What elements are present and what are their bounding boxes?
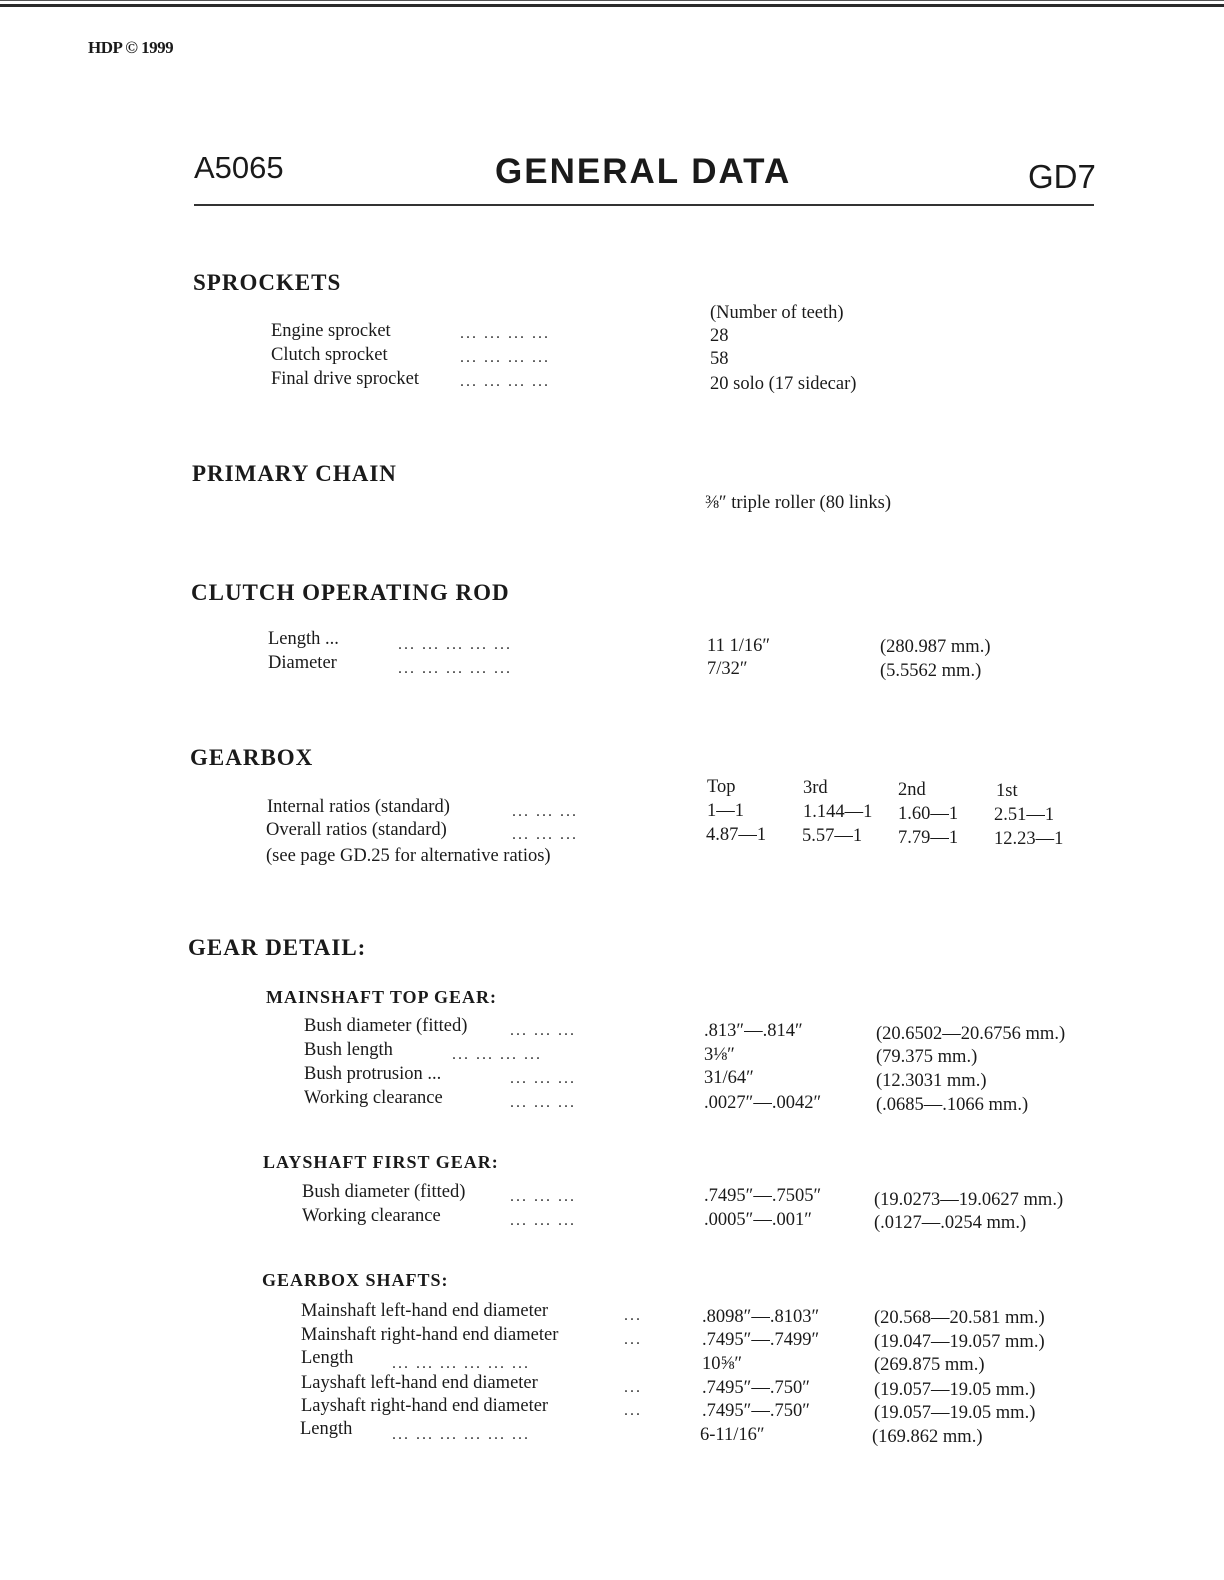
- row-value: .7495″—.750″: [702, 1378, 810, 1398]
- row-label: Clutch sprocket: [271, 345, 388, 365]
- header-rule: [194, 204, 1094, 206]
- row-metric: (20.6502—20.6756 mm.): [876, 1024, 1066, 1044]
- leader-dots: ... ... ... ... ...: [398, 660, 512, 677]
- section-title-primary-chain: PRIMARY CHAIN: [192, 461, 397, 486]
- row-label: Overall ratios (standard): [266, 820, 447, 840]
- row-value: 11 1/16″: [707, 636, 771, 656]
- leader-dots: ...: [624, 1402, 642, 1419]
- row-value: 28: [710, 326, 729, 346]
- row-value: 58: [710, 349, 729, 369]
- page-code: A5065: [194, 150, 284, 185]
- row-value: .7495″—.7505″: [704, 1186, 822, 1206]
- leader-dots: ... ... ... ...: [460, 349, 550, 366]
- row-label: Length: [301, 1348, 354, 1368]
- section-title-sprockets: SPROCKETS: [193, 270, 342, 295]
- row-value: 7/32″: [707, 659, 748, 679]
- leader-dots: ... ... ... ... ...: [398, 636, 512, 653]
- leader-dots: ...: [624, 1307, 642, 1324]
- leader-dots: ... ... ...: [510, 1094, 576, 1111]
- row-value: .0005″—.001″: [704, 1210, 812, 1230]
- leader-dots: ... ... ... ...: [460, 373, 550, 390]
- page-title: GENERAL DATA: [495, 152, 792, 191]
- row-label: Bush diameter (fitted): [302, 1182, 466, 1202]
- ratio-value: 1.60—1: [898, 804, 959, 824]
- row-label: Mainshaft left-hand end diameter: [301, 1301, 549, 1321]
- row-metric: (280.987 mm.): [880, 637, 991, 657]
- leader-dots: ... ... ... ... ... ...: [392, 1426, 530, 1443]
- subsection-layshaft-first-gear: LAYSHAFT FIRST GEAR:: [263, 1152, 499, 1172]
- row-metric: (19.057—19.05 mm.): [874, 1403, 1036, 1423]
- leader-dots: ...: [624, 1379, 642, 1396]
- leader-dots: ... ... ...: [512, 803, 578, 820]
- primary-chain-value: ⅜″ triple roller (80 links): [705, 493, 891, 513]
- row-label: Bush diameter (fitted): [304, 1016, 468, 1036]
- ratio-value: 4.87—1: [706, 825, 767, 845]
- leader-dots: ... ... ...: [510, 1070, 576, 1087]
- section-title-gear-detail: GEAR DETAIL:: [188, 935, 367, 960]
- row-metric: (79.375 mm.): [876, 1047, 978, 1067]
- gearbox-col-1st: 1st: [996, 781, 1018, 801]
- leader-dots: ... ... ...: [512, 826, 578, 843]
- row-metric: (.0127—.0254 mm.): [874, 1213, 1027, 1233]
- row-label: Working clearance: [304, 1088, 443, 1108]
- row-value: .8098″—.8103″: [702, 1307, 820, 1327]
- row-metric: (19.0273—19.0627 mm.): [874, 1190, 1064, 1210]
- leader-dots: ... ... ...: [510, 1022, 576, 1039]
- row-metric: (12.3031 mm.): [876, 1071, 987, 1091]
- row-metric: (5.5562 mm.): [880, 661, 982, 681]
- ratio-value: 5.57—1: [802, 826, 863, 846]
- gearbox-col-top: Top: [707, 777, 736, 797]
- row-metric: (19.057—19.05 mm.): [874, 1380, 1036, 1400]
- row-value: .7495″—.7499″: [702, 1330, 820, 1350]
- row-label: Final drive sprocket: [271, 369, 419, 389]
- row-value: 20 solo (17 sidecar): [710, 374, 857, 394]
- row-metric: (269.875 mm.): [874, 1355, 985, 1375]
- row-metric: (20.568—20.581 mm.): [874, 1308, 1045, 1328]
- ratio-value: 7.79—1: [898, 828, 959, 848]
- leader-dots: ... ... ... ... ... ...: [392, 1355, 530, 1372]
- row-value: .7495″—.750″: [702, 1401, 810, 1421]
- row-label: Length: [300, 1419, 353, 1439]
- ratio-value: 12.23—1: [994, 829, 1064, 849]
- gearbox-col-2nd: 2nd: [898, 780, 926, 800]
- subsection-gearbox-shafts: GEARBOX SHAFTS:: [262, 1270, 449, 1290]
- row-value: 10⅝″: [702, 1354, 743, 1374]
- row-label: Internal ratios (standard): [267, 797, 450, 817]
- row-label: Mainshaft right-hand end diameter: [301, 1325, 559, 1345]
- row-label: Layshaft left-hand end diameter: [301, 1373, 538, 1393]
- row-label: Length ...: [268, 629, 339, 649]
- row-value: .813″—.814″: [704, 1021, 803, 1041]
- row-label: Engine sprocket: [271, 321, 391, 341]
- gearbox-note: (see page GD.25 for alternative ratios): [266, 846, 551, 866]
- subsection-mainshaft-top-gear: MAINSHAFT TOP GEAR:: [266, 987, 498, 1007]
- row-metric: (.0685—.1066 mm.): [876, 1095, 1029, 1115]
- gearbox-col-3rd: 3rd: [803, 778, 828, 798]
- row-label: Working clearance: [302, 1206, 441, 1226]
- row-metric: (19.047—19.057 mm.): [874, 1332, 1045, 1352]
- leader-dots: ... ... ...: [510, 1188, 576, 1205]
- row-label: Bush length: [304, 1040, 393, 1060]
- row-metric: (169.862 mm.): [872, 1427, 983, 1447]
- row-label: Bush protrusion ...: [304, 1064, 442, 1084]
- row-value: 6-11/16″: [700, 1425, 765, 1445]
- page-number: GD7: [1028, 158, 1096, 195]
- ratio-value: 1.144—1: [803, 802, 873, 822]
- copyright-stamp: HDP © 1999: [88, 38, 174, 57]
- ratio-value: 1—1: [707, 801, 744, 821]
- ratio-value: 2.51—1: [994, 805, 1055, 825]
- row-label: Layshaft right-hand end diameter: [301, 1396, 549, 1416]
- leader-dots: ... ... ... ...: [460, 325, 550, 342]
- section-title-clutch-rod: CLUTCH OPERATING ROD: [191, 580, 510, 605]
- leader-dots: ...: [624, 1331, 642, 1348]
- row-value: 31/64″: [704, 1068, 754, 1088]
- leader-dots: ... ... ...: [510, 1212, 576, 1229]
- row-value: 3⅛″: [704, 1045, 735, 1065]
- sprockets-note: (Number of teeth): [710, 303, 844, 323]
- row-value: .0027″—.0042″: [704, 1093, 822, 1113]
- section-title-gearbox: GEARBOX: [190, 745, 314, 770]
- row-label: Diameter: [268, 653, 337, 673]
- leader-dots: ... ... ... ...: [452, 1046, 542, 1063]
